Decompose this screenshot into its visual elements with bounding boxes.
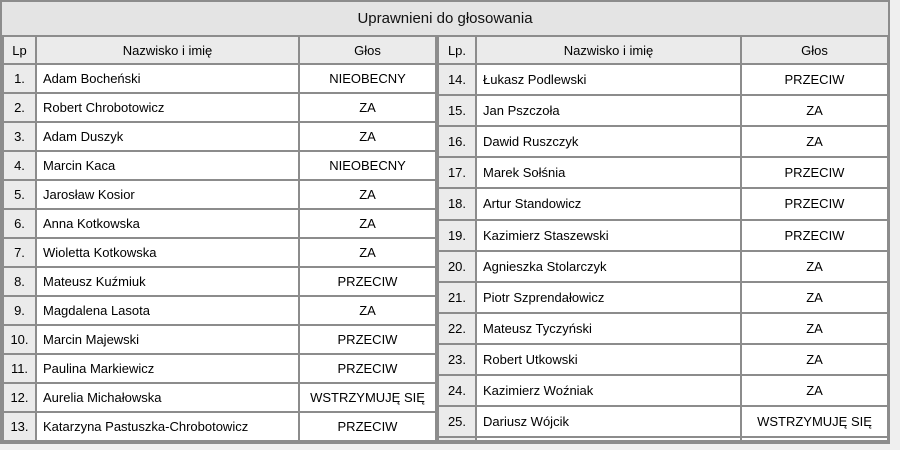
column-header-vote: Głos bbox=[299, 36, 436, 64]
voter-name-cell: Wioletta Kotkowska bbox=[36, 238, 299, 267]
table-row bbox=[438, 188, 888, 219]
row-number-cell: 15. bbox=[438, 95, 476, 126]
voter-name-cell: Piotr Szprendałowicz bbox=[476, 282, 741, 313]
voting-table-right bbox=[437, 35, 889, 442]
table-row bbox=[3, 325, 436, 354]
row-number-cell: 22. bbox=[438, 313, 476, 344]
table-row bbox=[3, 64, 436, 93]
voter-name-cell: Mateusz Kuźmiuk bbox=[36, 267, 299, 296]
table-row bbox=[3, 93, 436, 122]
column-header-name: Nazwisko i imię bbox=[476, 36, 741, 64]
voter-name-cell: Robert Chrobotowicz bbox=[36, 93, 299, 122]
voter-name-cell: Kazimierz Woźniak bbox=[476, 375, 741, 406]
vote-value-cell: PRZECIW bbox=[299, 354, 436, 383]
vote-value-cell: PRZECIW bbox=[299, 325, 436, 354]
vote-value-cell: ZA bbox=[299, 180, 436, 209]
voters-table-body-right bbox=[438, 64, 888, 441]
row-number-cell: 13. bbox=[3, 412, 36, 441]
voter-name-cell: Agnieszka Stolarczyk bbox=[476, 251, 741, 282]
table-row bbox=[438, 95, 888, 126]
row-number-cell: 2. bbox=[3, 93, 36, 122]
voter-name-cell: Katarzyna Pastuszka-Chrobotowicz bbox=[36, 412, 299, 441]
table-row bbox=[438, 344, 888, 375]
row-number-cell: 11. bbox=[3, 354, 36, 383]
page-title: Uprawnieni do głosowania bbox=[357, 10, 533, 27]
row-number-cell: 1. bbox=[3, 64, 36, 93]
row-number-cell: 7. bbox=[3, 238, 36, 267]
voter-name-cell: Marcin Kaca bbox=[36, 151, 299, 180]
row-number-cell: 8. bbox=[3, 267, 36, 296]
row-number-cell: 25. bbox=[438, 406, 476, 437]
row-number-cell: 18. bbox=[438, 188, 476, 219]
voter-name-cell: Mateusz Tyczyński bbox=[476, 313, 741, 344]
row-number-cell: 10. bbox=[3, 325, 36, 354]
table-row bbox=[438, 126, 888, 157]
row-number-cell: 24. bbox=[438, 375, 476, 406]
vote-value-cell: PRZECIW bbox=[299, 267, 436, 296]
column-header-lp: Lp bbox=[3, 36, 36, 64]
vote-value-cell: ZA bbox=[741, 313, 888, 344]
column-header-vote: Głos bbox=[741, 36, 888, 64]
vote-value-cell: ZA bbox=[299, 93, 436, 122]
vote-value-cell: PRZECIW bbox=[299, 412, 436, 441]
row-number-cell: 19. bbox=[438, 220, 476, 251]
vote-value-cell: PRZECIW bbox=[741, 220, 888, 251]
voter-name-cell: Marek Sołśnia bbox=[476, 157, 741, 188]
table-row bbox=[3, 180, 436, 209]
vote-value-cell: PRZECIW bbox=[741, 64, 888, 95]
voter-name-cell: Łukasz Podlewski bbox=[476, 64, 741, 95]
vote-value-cell: ZA bbox=[741, 251, 888, 282]
row-number-cell: 5. bbox=[3, 180, 36, 209]
voter-name-cell: Jarosław Kosior bbox=[36, 180, 299, 209]
vote-value-cell: ZA bbox=[299, 238, 436, 267]
row-number-cell: 4. bbox=[3, 151, 36, 180]
row-number-cell: 23. bbox=[438, 344, 476, 375]
row-number-cell: 6. bbox=[3, 209, 36, 238]
vote-value-cell: WSTRZYMUJĘ SIĘ bbox=[741, 406, 888, 437]
vote-value-cell: ZA bbox=[741, 95, 888, 126]
voter-name-cell: Anna Kotkowska bbox=[36, 209, 299, 238]
table-row bbox=[438, 282, 888, 313]
vote-value-cell: NIEOBECNY bbox=[299, 151, 436, 180]
row-number-cell: 9. bbox=[3, 296, 36, 325]
voter-name-cell bbox=[476, 437, 741, 441]
vote-value-cell: ZA bbox=[299, 209, 436, 238]
vote-value-cell: PRZECIW bbox=[741, 157, 888, 188]
table-row bbox=[3, 122, 436, 151]
voter-name-cell: Artur Standowicz bbox=[476, 188, 741, 219]
table-row bbox=[438, 157, 888, 188]
column-header-name: Nazwisko i imię bbox=[36, 36, 299, 64]
vote-value-cell: ZA bbox=[741, 126, 888, 157]
voting-table-left bbox=[2, 35, 437, 442]
table-row bbox=[438, 220, 888, 251]
table-row bbox=[438, 313, 888, 344]
row-number-cell: 12. bbox=[3, 383, 36, 412]
empty-row bbox=[438, 437, 888, 441]
voter-name-cell: Robert Utkowski bbox=[476, 344, 741, 375]
vote-value-cell bbox=[741, 437, 888, 441]
table-row bbox=[3, 383, 436, 412]
voter-name-cell: Dariusz Wójcik bbox=[476, 406, 741, 437]
row-number-cell: 21. bbox=[438, 282, 476, 313]
voter-name-cell: Adam Bocheński bbox=[36, 64, 299, 93]
voter-name-cell: Dawid Ruszczyk bbox=[476, 126, 741, 157]
header-row bbox=[438, 36, 888, 64]
vote-value-cell: ZA bbox=[741, 375, 888, 406]
voter-name-cell: Paulina Markiewicz bbox=[36, 354, 299, 383]
voter-name-cell: Adam Duszyk bbox=[36, 122, 299, 151]
row-number-cell: 17. bbox=[438, 157, 476, 188]
tables-row bbox=[2, 35, 888, 442]
vote-value-cell: ZA bbox=[299, 296, 436, 325]
table-row bbox=[3, 209, 436, 238]
voters-table-body-left bbox=[3, 64, 436, 441]
voter-name-cell: Aurelia Michałowska bbox=[36, 383, 299, 412]
row-number-cell: 3. bbox=[3, 122, 36, 151]
table-row bbox=[3, 267, 436, 296]
column-header-lp: Lp. bbox=[438, 36, 476, 64]
voter-name-cell: Magdalena Lasota bbox=[36, 296, 299, 325]
table-row bbox=[3, 238, 436, 267]
table-row bbox=[3, 296, 436, 325]
table-row bbox=[438, 251, 888, 282]
vote-value-cell: PRZECIW bbox=[741, 188, 888, 219]
vote-value-cell: ZA bbox=[741, 344, 888, 375]
table-row bbox=[3, 354, 436, 383]
voter-name-cell: Jan Pszczoła bbox=[476, 95, 741, 126]
vote-value-cell: NIEOBECNY bbox=[299, 64, 436, 93]
vote-value-cell: ZA bbox=[299, 122, 436, 151]
table-row bbox=[3, 151, 436, 180]
table-row bbox=[3, 412, 436, 441]
row-number-cell: 16. bbox=[438, 126, 476, 157]
row-number-cell: 14. bbox=[438, 64, 476, 95]
header-row bbox=[3, 36, 436, 64]
vote-value-cell: ZA bbox=[741, 282, 888, 313]
table-row bbox=[438, 375, 888, 406]
voter-name-cell: Marcin Majewski bbox=[36, 325, 299, 354]
voter-name-cell: Kazimierz Staszewski bbox=[476, 220, 741, 251]
table-row bbox=[438, 406, 888, 437]
row-number-cell: 20. bbox=[438, 251, 476, 282]
vote-value-cell: WSTRZYMUJĘ SIĘ bbox=[299, 383, 436, 412]
row-number-cell bbox=[438, 437, 476, 441]
table-row bbox=[438, 64, 888, 95]
